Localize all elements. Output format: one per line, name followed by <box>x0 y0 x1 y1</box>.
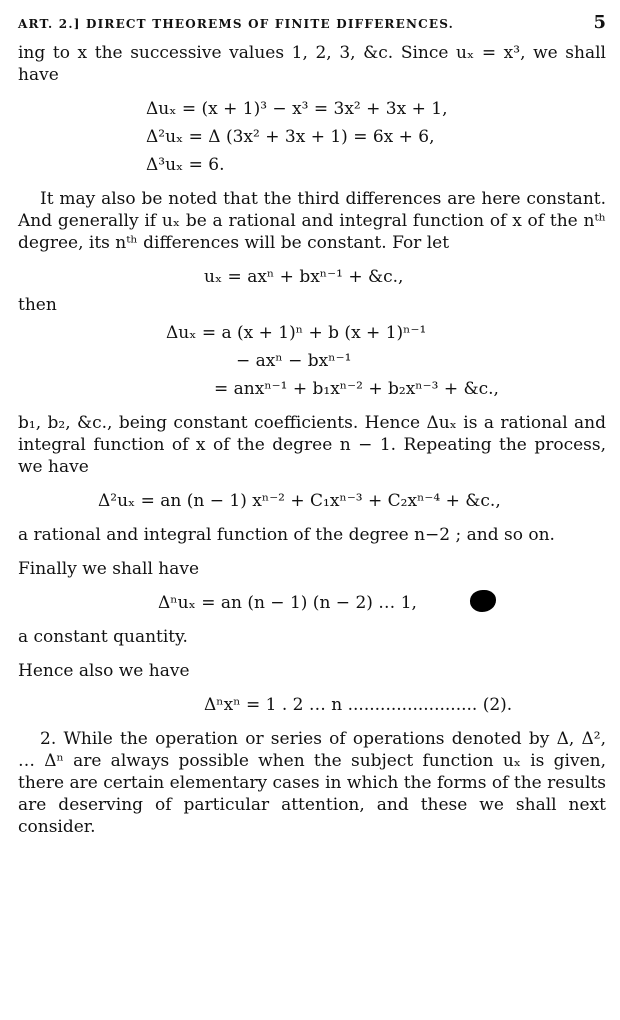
equation-2: Δⁿxⁿ = 1 . 2 … n ........................ (2). <box>204 695 513 715</box>
page-number: 5 <box>593 12 606 33</box>
equation-delta-n-u: Δⁿuₓ = an (n − 1) (n − 2) … 1, <box>158 593 417 613</box>
paragraph-7: Hence also we have <box>18 661 190 681</box>
equation-delta-u: Δuₓ = (x + 1)³ − x³ = 3x² + 3x + 1, <box>146 99 448 119</box>
running-head: ART. 2.] DIRECT THEOREMS OF FINITE DIFFERENCES. <box>18 17 455 31</box>
equation-delta-u-expansion-2: − axⁿ − bxⁿ⁻¹ <box>236 351 352 371</box>
paragraph-6: a constant quantity. <box>18 627 188 647</box>
paragraph-8: 2. While the operation or series of operations denoted by Δ, Δ², … Δⁿ are always possible when the subject function uₓ is given, there are certain elementary cases in which the forms of the results are deserving of particular attention, and these we shall next consider. <box>18 729 606 837</box>
equation-delta2-u-general: Δ²uₓ = an (n − 1) xⁿ⁻² + C₁xⁿ⁻³ + C₂xⁿ⁻⁴ + &c., <box>98 491 501 511</box>
page-header <box>18 12 606 42</box>
equation-delta-u-expansion-3: = anxⁿ⁻¹ + b₁xⁿ⁻² + b₂xⁿ⁻³ + &c., <box>214 379 499 399</box>
word-then: then <box>18 295 57 315</box>
paragraph-5: Finally we shall have <box>18 559 200 579</box>
equation-delta3-u: Δ³uₓ = 6. <box>146 155 225 175</box>
paragraph-3: b₁, b₂, &c., being constant coefficients. Hence Δuₓ is a rational and integral function of x of the degree n − 1. Repeating the process, we have <box>18 413 606 477</box>
equation-delta2-u: Δ²uₓ = Δ (3x² + 3x + 1) = 6x + 6, <box>146 127 435 147</box>
paragraph-1: ing to x the successive values 1, 2, 3, &c. Since uₓ = x³, we shall have <box>18 43 606 85</box>
paragraph-2: It may also be noted that the third differences are here constant. And generally if uₓ be a rational and integral function of x of the nᵗʰ degree, its nᵗʰ differences will be constant. For let <box>18 189 606 253</box>
paragraph-4: a rational and integral function of the degree n−2 ; and so on. <box>18 525 555 545</box>
equation-delta-u-expansion-1: Δuₓ = a (x + 1)ⁿ + b (x + 1)ⁿ⁻¹ <box>166 323 427 343</box>
equation-u-polynomial: uₓ = axⁿ + bxⁿ⁻¹ + &c., <box>204 267 404 287</box>
